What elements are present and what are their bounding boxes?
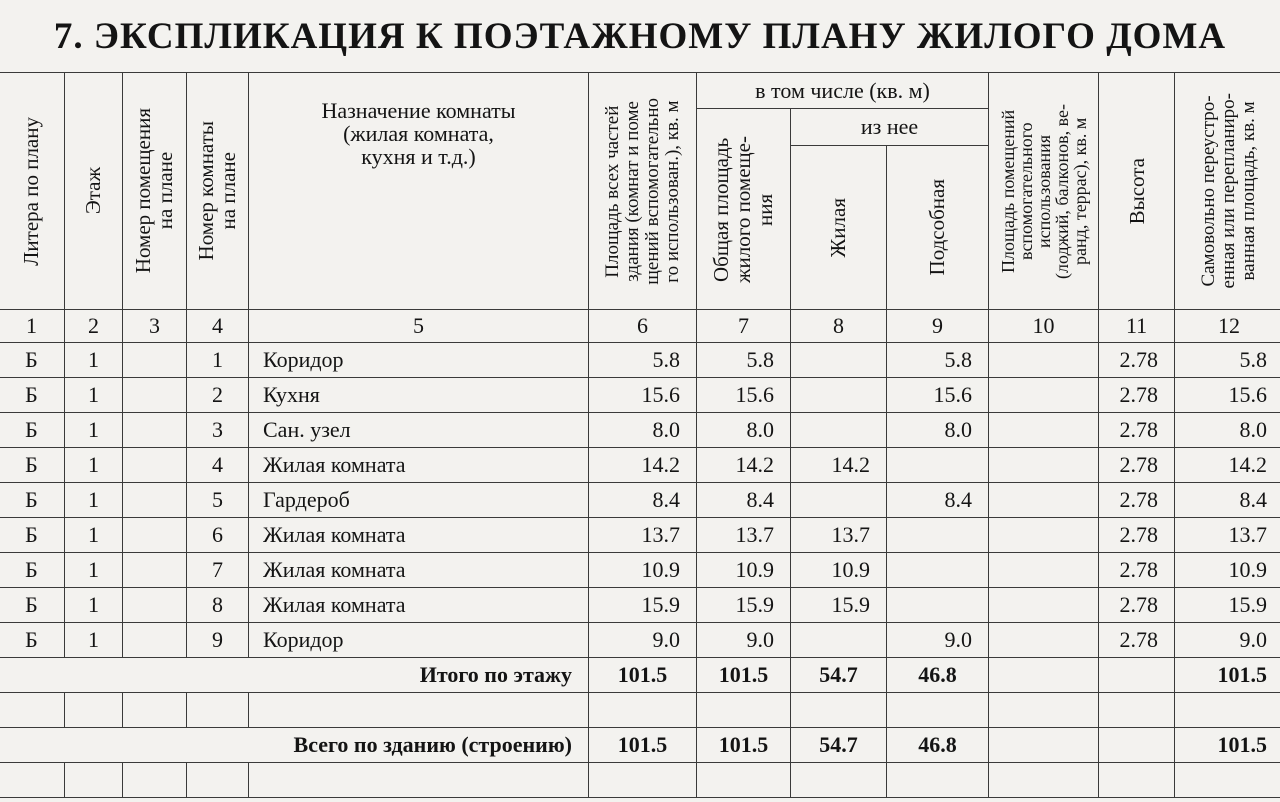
header-of-which: из нее [791, 109, 989, 146]
area-cell: 10.9 [589, 553, 697, 588]
litera-cell: Б [0, 623, 65, 658]
aux-use-cell [989, 378, 1099, 413]
empty-cell [1175, 693, 1280, 728]
purpose-cell: Кухня [249, 378, 589, 413]
column-number: 5 [249, 310, 589, 343]
litera-cell: Б [0, 588, 65, 623]
building-total-row-label: Всего по зданию (строению) [0, 728, 589, 763]
total-living-cell: 13.7 [697, 518, 791, 553]
komn-number-cell: 2 [187, 378, 249, 413]
header-total-living: Общая площадь жилого помеще- ния [697, 109, 791, 310]
purpose-cell: Жилая комната [249, 518, 589, 553]
aux-cell: 5.8 [887, 343, 989, 378]
height-cell: 2.78 [1099, 448, 1175, 483]
aux-cell [887, 518, 989, 553]
sum-aux-cell: 46.8 [887, 728, 989, 763]
empty-cell [989, 763, 1099, 798]
room-number-cell [123, 483, 187, 518]
room-number-cell [123, 448, 187, 483]
aux-cell: 8.0 [887, 413, 989, 448]
sum-rebuilt-cell: 101.5 [1175, 728, 1280, 763]
empty-cell [791, 693, 887, 728]
floor-cell: 1 [65, 518, 123, 553]
column-number: 12 [1175, 310, 1280, 343]
komn-number-cell: 1 [187, 343, 249, 378]
komn-number-cell: 9 [187, 623, 249, 658]
empty-cell [989, 693, 1099, 728]
header-rebuilt: Самовольно переустро- енная или перепланиро- ванная площадь, кв. м [1175, 73, 1280, 310]
empty-cell [589, 763, 697, 798]
column-number: 7 [697, 310, 791, 343]
table-row [0, 413, 1280, 448]
height-cell: 2.78 [1099, 553, 1175, 588]
empty-cell [1099, 763, 1175, 798]
komn-number-cell: 5 [187, 483, 249, 518]
total-living-cell: 15.9 [697, 588, 791, 623]
column-number: 8 [791, 310, 887, 343]
purpose-cell: Сан. узел [249, 413, 589, 448]
empty-cell [887, 693, 989, 728]
building-total-row [0, 728, 1280, 763]
floor-cell: 1 [65, 378, 123, 413]
rebuilt-cell: 5.8 [1175, 343, 1280, 378]
litera-cell: Б [0, 483, 65, 518]
aux-cell: 8.4 [887, 483, 989, 518]
height-cell: 2.78 [1099, 623, 1175, 658]
sum-height-cell [1099, 728, 1175, 763]
litera-cell: Б [0, 518, 65, 553]
rebuilt-cell: 15.9 [1175, 588, 1280, 623]
document-title: 7. ЭКСПЛИКАЦИЯ К ПОЭТАЖНОМУ ПЛАНУ ЖИЛОГО ДОМА [53, 16, 1227, 57]
litera-cell: Б [0, 553, 65, 588]
sum-total-living-cell: 101.5 [697, 728, 791, 763]
header-height: Высота [1099, 73, 1175, 310]
height-cell: 2.78 [1099, 343, 1175, 378]
aux-cell: 9.0 [887, 623, 989, 658]
empty-cell [0, 693, 65, 728]
sum-height-cell [1099, 658, 1175, 693]
height-cell: 2.78 [1099, 588, 1175, 623]
empty-cell [887, 763, 989, 798]
komn-number-cell: 6 [187, 518, 249, 553]
column-number: 6 [589, 310, 697, 343]
header-area-all: Площадь всех частей здания (комнат и поме щений вспомогательно го использован.), кв. м [589, 73, 697, 310]
header-aux-area: Площадь помещений вспомогательного использования (лоджий, балконов, ве- ранд, террас), кв. м [989, 73, 1099, 310]
column-number: 10 [989, 310, 1099, 343]
floor-total-row-label: Итого по этажу [0, 658, 589, 693]
header-including: в том числе (кв. м) [697, 73, 989, 109]
komn-number-cell: 3 [187, 413, 249, 448]
area-cell: 15.9 [589, 588, 697, 623]
table-row [0, 623, 1280, 658]
purpose-cell: Коридор [249, 343, 589, 378]
litera-cell: Б [0, 413, 65, 448]
aux-use-cell [989, 553, 1099, 588]
sum-living-cell: 54.7 [791, 658, 887, 693]
litera-cell: Б [0, 378, 65, 413]
empty-row [0, 693, 1280, 728]
floor-cell: 1 [65, 553, 123, 588]
purpose-cell: Жилая комната [249, 588, 589, 623]
living-cell [791, 343, 887, 378]
sum-aux-use-cell [989, 728, 1099, 763]
aux-cell: 15.6 [887, 378, 989, 413]
sum-aux-cell: 46.8 [887, 658, 989, 693]
area-cell: 15.6 [589, 378, 697, 413]
sum-total-living-cell: 101.5 [697, 658, 791, 693]
sum-aux-use-cell [989, 658, 1099, 693]
column-number: 9 [887, 310, 989, 343]
living-cell: 15.9 [791, 588, 887, 623]
empty-cell [249, 763, 589, 798]
area-cell: 13.7 [589, 518, 697, 553]
table-row [0, 518, 1280, 553]
aux-cell [887, 553, 989, 588]
aux-use-cell [989, 448, 1099, 483]
rebuilt-cell: 9.0 [1175, 623, 1280, 658]
living-cell [791, 623, 887, 658]
room-number-cell [123, 378, 187, 413]
rebuilt-cell: 14.2 [1175, 448, 1280, 483]
floor-total-row [0, 658, 1280, 693]
purpose-cell: Коридор [249, 623, 589, 658]
total-living-cell: 15.6 [697, 378, 791, 413]
living-cell [791, 378, 887, 413]
area-cell: 8.4 [589, 483, 697, 518]
living-cell: 13.7 [791, 518, 887, 553]
purpose-cell: Жилая комната [249, 448, 589, 483]
empty-cell [791, 763, 887, 798]
area-cell: 5.8 [589, 343, 697, 378]
living-cell [791, 483, 887, 518]
empty-cell [1099, 693, 1175, 728]
column-number: 3 [123, 310, 187, 343]
empty-cell [249, 693, 589, 728]
total-living-cell: 10.9 [697, 553, 791, 588]
empty-cell [697, 693, 791, 728]
empty-cell [65, 763, 123, 798]
header-room-number: Номер помещения на плане [123, 73, 187, 310]
room-number-cell [123, 553, 187, 588]
aux-use-cell [989, 413, 1099, 448]
litera-cell: Б [0, 343, 65, 378]
table-row [0, 588, 1280, 623]
empty-cell [0, 763, 65, 798]
room-number-cell [123, 343, 187, 378]
total-living-cell: 8.4 [697, 483, 791, 518]
komn-number-cell: 7 [187, 553, 249, 588]
sum-rebuilt-cell: 101.5 [1175, 658, 1280, 693]
rebuilt-cell: 10.9 [1175, 553, 1280, 588]
empty-cell [187, 693, 249, 728]
column-number: 1 [0, 310, 65, 343]
living-cell: 14.2 [791, 448, 887, 483]
living-cell [791, 413, 887, 448]
room-number-cell [123, 623, 187, 658]
empty-cell [589, 693, 697, 728]
rebuilt-cell: 15.6 [1175, 378, 1280, 413]
empty-cell [65, 693, 123, 728]
room-number-cell [123, 518, 187, 553]
purpose-cell: Жилая комната [249, 553, 589, 588]
column-number: 11 [1099, 310, 1175, 343]
aux-use-cell [989, 588, 1099, 623]
header-purpose: Назначение комнаты (жилая комната, кухня и т.д.) [249, 73, 589, 310]
column-number: 2 [65, 310, 123, 343]
header-row-1 [0, 73, 1280, 109]
floor-cell: 1 [65, 483, 123, 518]
empty-cell [187, 763, 249, 798]
komn-number-cell: 8 [187, 588, 249, 623]
living-cell: 10.9 [791, 553, 887, 588]
room-number-cell [123, 588, 187, 623]
komn-number-cell: 4 [187, 448, 249, 483]
header-litera: Литера по плану [0, 73, 65, 310]
area-cell: 14.2 [589, 448, 697, 483]
sum-area-cell: 101.5 [589, 658, 697, 693]
explication-table [0, 72, 1280, 798]
aux-cell [887, 588, 989, 623]
total-living-cell: 9.0 [697, 623, 791, 658]
empty-cell [697, 763, 791, 798]
header-floor: Этаж [65, 73, 123, 310]
empty-cell [123, 763, 187, 798]
total-living-cell: 5.8 [697, 343, 791, 378]
height-cell: 2.78 [1099, 483, 1175, 518]
empty-cell [1175, 763, 1280, 798]
height-cell: 2.78 [1099, 518, 1175, 553]
header-aux: Подсобная [887, 146, 989, 310]
floor-cell: 1 [65, 343, 123, 378]
header-living: Жилая [791, 146, 887, 310]
height-cell: 2.78 [1099, 378, 1175, 413]
litera-cell: Б [0, 448, 65, 483]
total-living-cell: 14.2 [697, 448, 791, 483]
room-number-cell [123, 413, 187, 448]
total-living-cell: 8.0 [697, 413, 791, 448]
table-row [0, 343, 1280, 378]
aux-use-cell [989, 623, 1099, 658]
empty-row [0, 763, 1280, 798]
purpose-cell: Гардероб [249, 483, 589, 518]
floor-cell: 1 [65, 413, 123, 448]
floor-cell: 1 [65, 623, 123, 658]
aux-use-cell [989, 343, 1099, 378]
area-cell: 9.0 [589, 623, 697, 658]
column-number: 4 [187, 310, 249, 343]
empty-cell [123, 693, 187, 728]
table-row [0, 448, 1280, 483]
sum-living-cell: 54.7 [791, 728, 887, 763]
rebuilt-cell: 8.0 [1175, 413, 1280, 448]
floor-cell: 1 [65, 448, 123, 483]
floor-cell: 1 [65, 588, 123, 623]
aux-use-cell [989, 518, 1099, 553]
rebuilt-cell: 8.4 [1175, 483, 1280, 518]
height-cell: 2.78 [1099, 413, 1175, 448]
aux-use-cell [989, 483, 1099, 518]
sum-area-cell: 101.5 [589, 728, 697, 763]
table-row [0, 378, 1280, 413]
column-number-row [0, 310, 1280, 343]
header-komn-number: Номер комнаты на плане [187, 73, 249, 310]
aux-cell [887, 448, 989, 483]
area-cell: 8.0 [589, 413, 697, 448]
table-row [0, 483, 1280, 518]
rebuilt-cell: 13.7 [1175, 518, 1280, 553]
table-row [0, 553, 1280, 588]
